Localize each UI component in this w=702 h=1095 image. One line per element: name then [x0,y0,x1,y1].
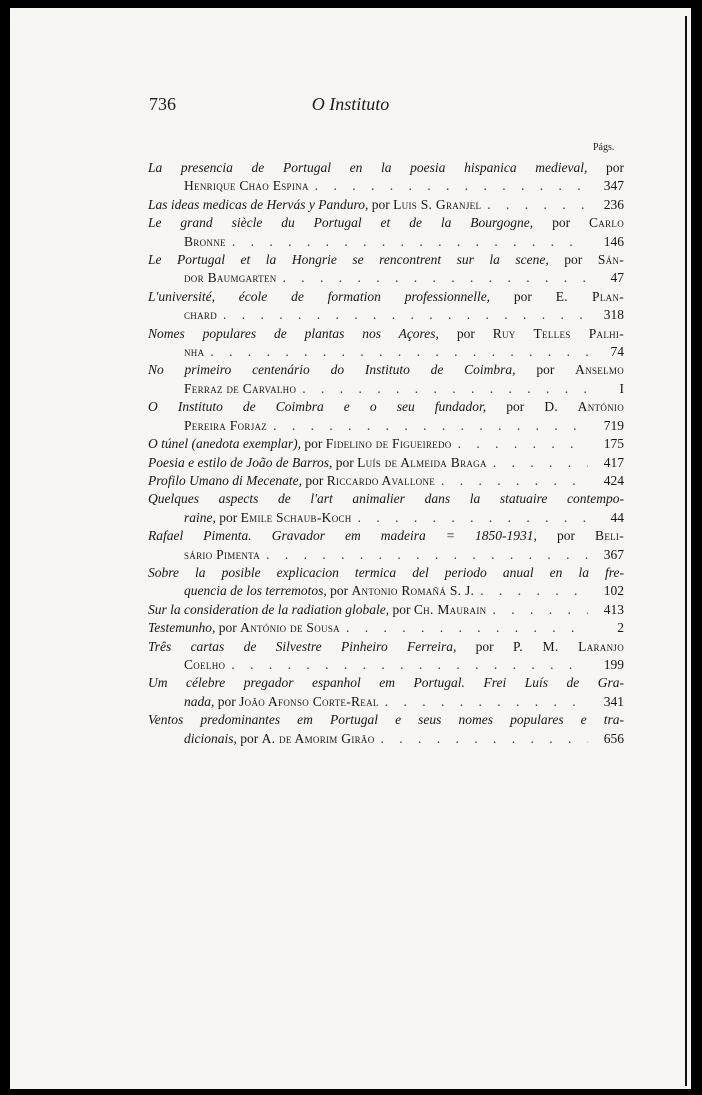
entry-author-part1: Ruy Telles Palhi- [492,325,624,341]
entry-author: Ch. Maurain [413,601,487,617]
entry-por: por [475,638,494,654]
pages-column-label: Págs. [593,142,615,153]
toc-entry-author-line [148,730,624,748]
toc-entry-author-line [148,306,624,324]
toc-entry [148,711,624,748]
toc-entry [148,619,624,637]
entry-por: por [606,160,624,175]
entry-author-part2: sário Pimenta [184,546,261,562]
entry-title: Três cartas de Silvestre Pinheiro Ferreira, [148,638,457,654]
entry-author: A. de Amorim Girão [261,730,375,746]
toc-entry-author-line [148,417,624,435]
entry-author-part1: E. Plan- [555,288,624,304]
entry-page: 424 [603,472,624,488]
dot-leader [210,343,588,361]
entry-title-part1: Sobre la posible explicacion termica del periodo anual en la fre- [148,564,624,580]
entry-page: 199 [603,656,624,672]
entry-title: Nomes populares de plantas nos Açores, [148,325,439,341]
dot-leader [385,693,588,711]
toc-entry [148,325,624,362]
entry-title: Poesia e estilo de João de Barros, [148,454,333,470]
toc-entry-author-line [148,509,624,527]
entry-author-part2: Coelho [184,656,226,672]
entry-title-part2: nada, [184,693,215,709]
toc-entry-title-line [148,564,624,582]
entry-author: Riccardo Avallone [326,472,436,488]
entry-author-part1: D. António [544,399,624,415]
toc-entry-line [148,601,624,619]
dot-leader [223,306,588,324]
entry-por: por [240,730,259,746]
entry-page: 417 [603,454,624,470]
entry-por: por [335,454,354,470]
entry-por: por [456,325,475,341]
toc-entry [148,214,624,251]
entry-por: por [304,436,323,452]
entry-author: João Afonso Corte-Real [239,693,379,709]
toc-entry-author-line [148,656,624,674]
dot-leader [358,509,588,527]
entry-por: por [219,509,238,525]
toc-entry [148,435,624,453]
entry-por: por [305,472,324,488]
entry-author-part2: chard [184,307,218,323]
toc-entry [148,159,624,196]
toc-entry-author-line [148,582,624,600]
entry-por: por [513,288,532,304]
entry-title: Le grand siècle du Portugal et de la Bourgogne, [148,215,534,231]
toc-entry [148,251,624,288]
toc-entry-title-line [148,288,624,306]
entry-page: 175 [603,436,624,452]
table-of-contents [148,159,624,748]
toc-entry-author-line [148,693,624,711]
entry-page: 47 [610,270,624,286]
toc-entry [148,454,624,472]
entry-title: Las ideas medicas de Hervás y Panduro, [148,196,369,212]
toc-entry-author-line [148,177,624,195]
entry-title: Testemunho, [148,620,216,636]
entry-page: 2 [617,620,624,636]
entry-por: por [217,693,236,709]
entry-author-part1: Carlo [589,215,624,231]
toc-entry-line [148,619,624,637]
entry-title-part1: Ventos predominantes em Portugal e seus nomes populares e tra- [148,712,624,728]
toc-entry [148,472,624,490]
toc-entry-author-line [148,546,624,564]
dot-leader [487,196,588,214]
entry-title: Le Portugal et la Hongrie se rencontrent sur la scene, [148,252,549,268]
entry-author: Fidelino de Figueiredo [325,436,452,452]
dot-leader [492,601,588,619]
entry-title: Profilo Umano di Mecenate, [148,472,302,488]
entry-page: I [619,380,624,396]
entry-por: por [552,215,571,231]
entry-author: António de Sousa [240,620,340,636]
toc-entry [148,361,624,398]
toc-entry [148,527,624,564]
dot-leader [266,546,588,564]
dot-leader [480,582,588,600]
toc-entry [148,288,624,325]
entry-title-part2: quencia de los terremotos, [184,583,327,599]
dot-leader [441,472,588,490]
dot-leader [493,454,588,472]
entry-page: 44 [610,509,624,525]
entry-title: L'université, école de formation professionnelle, [148,288,491,304]
entry-page: 413 [603,601,624,617]
dot-leader [283,269,588,287]
entry-title-part2: dicionais, [184,730,237,746]
entry-title: La presencia de Portugal en la poesia hispanica medieval, [148,160,588,175]
entry-page: 367 [603,546,624,562]
entry-author-part1: Anselmo [575,362,624,378]
toc-entry-title-line [148,325,624,343]
entry-author-part1: Beli- [595,528,624,544]
entry-title-part1: Um célebre pregador espanhol em Portugal. Frei Luís de Gra- [148,675,624,691]
toc-entry [148,674,624,711]
entry-author: Emile Schaub-Koch [240,509,352,525]
toc-entry [148,398,624,435]
entry-por: por [536,362,555,378]
toc-entry [148,601,624,619]
entry-title: Sur la consideration de la radiation globale, [148,601,390,617]
running-title: O Instituto [311,94,390,114]
entry-author-part2: nha [184,344,205,360]
toc-entry [148,564,624,601]
toc-entry-line [148,196,624,214]
toc-entry-author-line [148,343,624,361]
entry-author-part1: P. M. Laranjo [512,638,624,654]
entry-por: por [506,399,525,415]
dot-leader [302,380,588,398]
toc-entry-title-line [148,361,624,379]
document-page [10,8,691,1089]
dot-leader [273,417,588,435]
toc-entry-line [148,454,624,472]
dot-leader [346,619,588,637]
dot-leader [232,233,588,251]
entry-page: 719 [603,417,624,433]
entry-author: Luís de Almeida Braga [357,454,487,470]
entry-author-part2: dor Baumgarten [184,270,277,286]
entry-page: 347 [603,178,624,194]
toc-entry-author-line [148,269,624,287]
toc-entry-line [148,435,624,453]
toc-entry-title-line [148,674,624,692]
entry-page: 236 [603,196,624,212]
toc-entry-title-line [148,398,624,416]
dot-leader [315,177,588,195]
page-header [10,94,691,118]
entry-author-part2: Bronne [184,233,226,249]
entry-author: Henrique Chao Espina [184,178,309,194]
page-number: 736 [149,94,176,114]
entry-page: 146 [603,233,624,249]
toc-entry [148,638,624,675]
entry-title-part1: Quelques aspects de l'art animalier dans la statuaire contempo- [148,491,624,507]
entry-por: por [371,196,390,212]
entry-page: 74 [610,344,624,360]
toc-entry-title-line [148,159,624,177]
entry-page: 102 [603,583,624,599]
entry-author-part2: Pereira Forjaz [184,417,268,433]
entry-title: No primeiro centenário do Instituto de Coimbra, [148,362,516,378]
entry-title-part2: raine, [184,509,216,525]
dot-leader [231,656,588,674]
toc-entry-line [148,472,624,490]
entry-page: 341 [603,693,624,709]
entry-por: por [392,601,411,617]
toc-entry-title-line [148,214,624,232]
toc-entry-title-line [148,251,624,269]
entry-author: Antonio Romañá S. J. [351,583,475,599]
toc-entry [148,196,624,214]
dot-leader [381,730,588,748]
entry-por: por [218,620,237,636]
entry-author-part2: Ferraz de Carvalho [184,380,297,396]
toc-entry-title-line [148,638,624,656]
toc-entry-title-line [148,711,624,729]
toc-entry-author-line [148,380,624,398]
dot-leader [458,435,588,453]
entry-title: O Instituto de Coimbra e o seu fundador, [148,399,487,415]
toc-entry-title-line [148,527,624,545]
entry-por: por [556,528,575,544]
toc-entry-author-line [148,233,624,251]
entry-author: Luis S. Granjel [393,196,482,212]
page-edge-shadow [685,16,687,1086]
entry-author-part1: Sán- [597,252,624,268]
entry-title: Rafael Pimenta. Gravador em madeira = 1850-1931, [148,528,537,544]
entry-page: 656 [603,730,624,746]
entry-por: por [330,583,349,599]
toc-entry [148,490,624,527]
entry-page: 318 [603,307,624,323]
entry-title: O túnel (anedota exemplar), [148,436,301,452]
toc-entry-title-line [148,490,624,508]
entry-por: por [564,252,583,268]
